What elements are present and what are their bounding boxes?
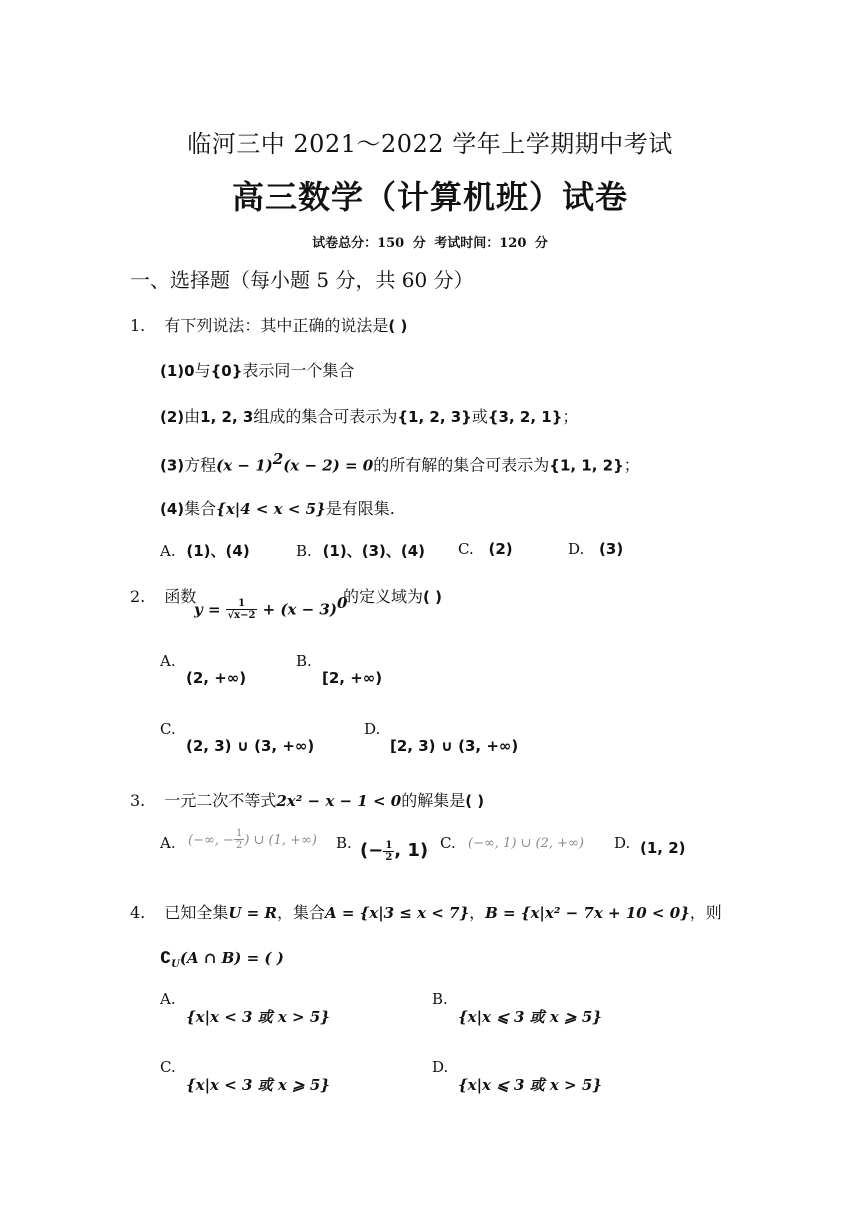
option-text: (2) [488, 540, 513, 558]
question-number: 4. [130, 903, 146, 922]
question-3-option-b[interactable]: (− $\frac{1}{2}$ , 1) [360, 840, 429, 863]
fraction: $\frac{1}{2}$ [385, 840, 393, 863]
question-2-option-c-label: C. [160, 720, 176, 738]
question-1-statement-1: (1)0与{0}表示同一个集合 [160, 361, 355, 380]
fraction: $\frac{1}{2}$ [235, 828, 243, 851]
question-2-function-expression: y = $\frac{1}{√x-2}$ + $(x - 3)^0$ [194, 594, 348, 622]
question-1-option-d[interactable] [568, 540, 623, 558]
exam-school-line: 临河三中 2021～2022 学年上学期期中考试 [187, 130, 673, 158]
question-2-option-a-label: A. [160, 652, 176, 670]
question-text: 一元二次不等式 [164, 791, 277, 810]
exam-title: 高三数学（计算机班）试卷 [231, 178, 628, 216]
question-2-option-c[interactable]: (2, 3) ∪ (3, +∞) [186, 737, 315, 755]
question-3-option-a-label: A. [160, 834, 176, 852]
question-2-option-a[interactable]: (2, +∞) [186, 669, 247, 687]
option-label: A. [160, 542, 176, 560]
question-3-option-d-label: D. [614, 834, 631, 852]
question-4-option-d[interactable]: {x|x ⩽ 3 或 x > 5} [458, 1076, 602, 1094]
question-1-statement-4: (4)集合{x|4 < x < 5}是有限集. [160, 499, 395, 518]
question-1-statement-3: (3)方程$(x - 1)^2(x - 2) = 0$的所有解的集合可表示为{1, 1, 2}； [160, 450, 640, 475]
question-2-option-d[interactable]: [2, 3) ∪ (3, +∞) [390, 737, 519, 755]
question-3-option-a[interactable]: (−∞, − $\frac{1}{2}$ ) ∪ (1, +∞) [188, 828, 317, 851]
question-text: 函数 [164, 587, 197, 606]
answer-blank: ( ) [465, 792, 485, 810]
question-3-option-d[interactable]: (1, 2) [640, 839, 686, 857]
question-3-option-c[interactable]: (−∞, 1) ∪ (2, +∞) [468, 836, 584, 851]
question-2-option-b-label: B. [296, 652, 312, 670]
option-text: (1)、(4) [186, 542, 250, 560]
question-2-stem-end: 的定义域为( ) [343, 587, 442, 606]
question-3-stem: 3. 一元二次不等式2x² − x − 1 < 0的解集是( ) [130, 791, 485, 810]
question-4-option-a-label: A. [160, 990, 176, 1008]
question-1-stem [130, 313, 407, 336]
question-4-stem: 4. 已知全集U = R，集合A = {x|3 ≤ x < 7}，B = {x|x² − 7x + 10 < 0}，则 [130, 903, 722, 922]
question-number: 1. [130, 316, 146, 335]
option-label: D. [568, 540, 585, 558]
section-title: 一、选择题（每小题 5 分，共 60 分） [130, 268, 474, 292]
answer-blank: ( ) [388, 317, 408, 335]
question-text: 已知全集 [164, 903, 229, 922]
question-4-option-a[interactable]: {x|x < 3 或 x > 5} [186, 1008, 330, 1026]
option-text: (1)、(3)、(4) [322, 542, 426, 560]
exam-meta: 试卷总分：150 分 考试时间：120 分 [312, 236, 548, 251]
question-4-option-c[interactable]: {x|x < 3 或 x ⩾ 5} [186, 1076, 330, 1094]
question-1-statement-2: (2)由1, 2, 3组成的集合可表示为{1, 2, 3}或{3, 2, 1}； [160, 407, 579, 426]
question-1-option-c[interactable] [458, 540, 513, 558]
fraction: $\frac{1}{√x-2}$ [227, 598, 256, 622]
question-4-option-d-label: D. [432, 1058, 449, 1076]
option-label: B. [296, 542, 312, 560]
question-4-complement-line: $∁_U(A$ ∩ B) = ( ) [160, 948, 284, 971]
question-text: 有下列说法：其中正确的说法是 [164, 316, 389, 335]
question-4-option-b-label: B. [432, 990, 448, 1008]
question-3-option-b-label: B. [336, 834, 352, 852]
question-1-option-a[interactable] [160, 540, 250, 561]
question-2-option-d-label: D. [364, 720, 381, 738]
question-4-option-c-label: C. [160, 1058, 176, 1076]
question-4-option-b[interactable]: {x|x ⩽ 3 或 x ⩾ 5} [458, 1008, 602, 1026]
answer-blank: ( ) [423, 588, 442, 606]
question-number: 3. [130, 791, 146, 810]
option-label: C. [458, 540, 474, 558]
question-2-option-b[interactable]: [2, +∞) [322, 669, 383, 687]
question-2-stem [130, 584, 196, 607]
question-1-option-b[interactable] [296, 540, 425, 561]
question-number: 2. [130, 587, 146, 606]
question-3-option-c-label: C. [440, 834, 456, 852]
option-text: (3) [599, 540, 624, 558]
